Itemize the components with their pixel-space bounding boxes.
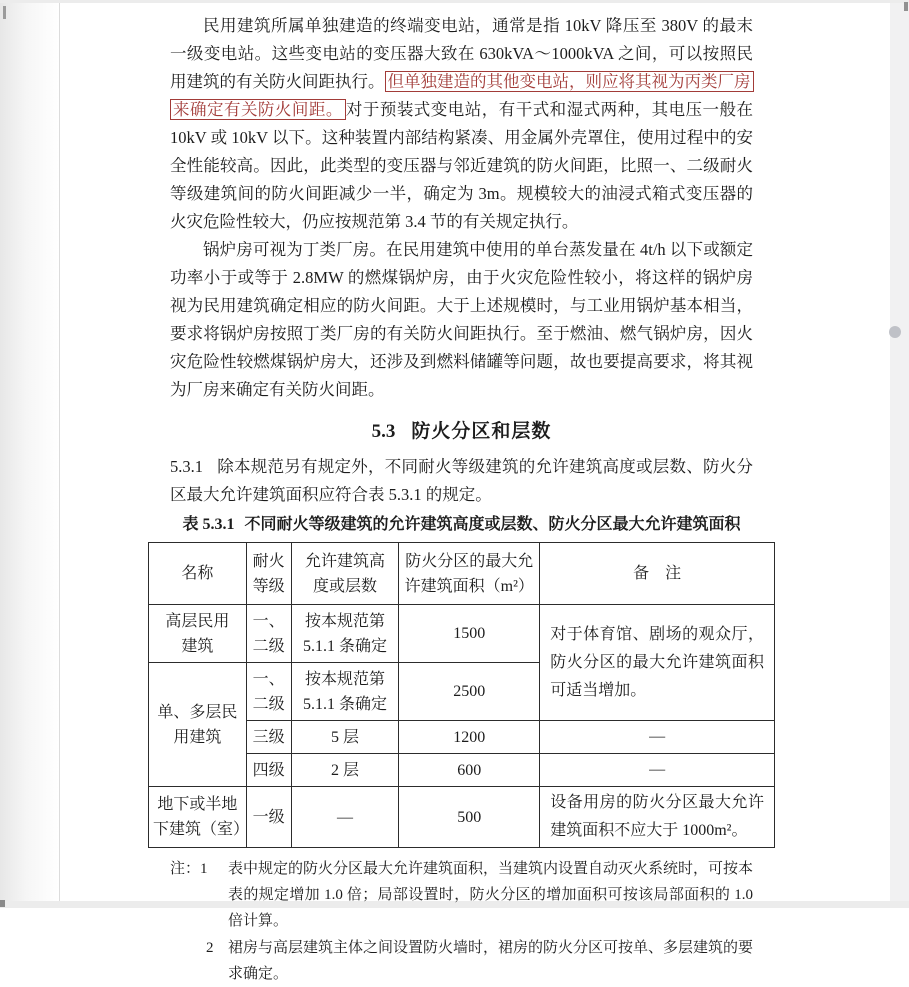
cell-grade: 一级	[246, 787, 291, 848]
clause-text: 除本规范另有规定外，不同耐火等级建筑的允许建筑高度或层数、防火分区最大允许建筑面积应符合表 5.3.1 的规定。	[170, 457, 753, 504]
cell-grade: 一、 二级	[246, 605, 291, 663]
edge-artifact-top-right	[904, 2, 908, 11]
table-row	[149, 787, 775, 848]
edge-artifact-bottom-left	[0, 900, 5, 907]
scroll-indicator-dot[interactable]	[889, 326, 901, 338]
cell-remark-dash: —	[540, 721, 775, 754]
note-2-text: 裙房与高层建筑主体之间设置防火墙时，裙房的防火分区可按单、多层建筑的要求确定。	[228, 940, 754, 982]
cell-remark-dash: —	[540, 754, 775, 787]
note-1-label: 注：1	[170, 861, 208, 877]
cell-area: 1500	[399, 605, 540, 663]
cell-grade: 三级	[246, 721, 291, 754]
table-caption-label: 表 5.3.1	[182, 516, 235, 533]
cell-area: 600	[399, 754, 540, 787]
cell-grade: 四级	[246, 754, 291, 787]
clause-number: 5.3.1	[170, 457, 203, 476]
table-row	[149, 605, 775, 663]
section-heading	[148, 416, 775, 443]
note-1-text: 表中规定的防火分区最大允许建筑面积，当建筑内设置自动灭火系统时，可按本表的规定增加 1.0 倍；局部设置时，防火分区的增加面积可按该局部面积的 1.0 倍计算。	[228, 861, 754, 929]
col-header-remarks: 备 注	[540, 543, 775, 605]
edge-artifact-top-left	[3, 6, 6, 19]
page-edge-line	[59, 0, 60, 908]
cell-area: 1200	[399, 721, 540, 754]
table-notes	[170, 856, 753, 987]
col-header-fire-resistance-grade: 耐火 等级	[246, 543, 291, 605]
table-caption-title: 不同耐火等级建筑的允许建筑高度或层数、防火分区最大允许建筑面积	[244, 516, 741, 533]
cell-height: 5 层	[291, 721, 399, 754]
paragraph-boiler-rooms: 锅炉房可视为丁类厂房。在民用建筑中使用的单台蒸发量在 4t/h 以下或额定功率小于或等于 2.8MW 的燃煤锅炉房，由于火灾危险性较小，将这样的锅炉房视为民用建筑确定相应的防火间距。大于上述规模时，与工业用锅炉基本相当，要求将锅炉房按照丁类厂房的有关防火间距执行。至于燃油、燃气锅炉房，因火灾危险性较燃煤锅炉房大，还涉及到燃料储罐等问题，故也要提高要求，将其视为厂房来确定有关防火间距。	[170, 240, 753, 399]
cell-area: 500	[399, 787, 540, 848]
cell-remark-merged: 对于体育馆、剧场的观众厅，防火分区的最大允许建筑面积可适当增加。	[540, 605, 775, 721]
document-content	[148, 12, 775, 987]
table-5-3-1	[148, 542, 775, 848]
table-caption	[148, 513, 775, 537]
red-annotation-highlight: 但单独建造的其他变电站，则应将其视为丙类厂房来确定有关防火间距。	[170, 71, 754, 120]
cell-height: 按本规范第 5.1.1 条确定	[291, 605, 399, 663]
table-note-1	[170, 856, 753, 934]
page-gutter-left	[0, 0, 59, 908]
cell-area: 2500	[399, 663, 540, 721]
cell-height: 2 层	[291, 754, 399, 787]
page-top-edge	[0, 0, 909, 3]
col-header-allowed-height: 允许建筑高 度或层数	[291, 543, 399, 605]
cell-grade: 一、 二级	[246, 663, 291, 721]
section-title: 防火分区和层数	[411, 421, 552, 442]
cell-name-multistorey: 单、多层民 用建筑	[149, 663, 247, 787]
page-gutter-right	[890, 0, 909, 908]
paragraph-text-after-highlight: 对于预装式变电站，有干式和湿式两种，其电压一般在 10kV 或 10kV 以下。这种装置内部结构紧凑、用金属外壳罩住，使用过程中的安全性能较高。因此，此类型的变压器与邻近建筑的防火间距，比照一、二级耐火等级建筑间的防火间距减少一半，确定为 3m。规模较大的油浸式箱式变压器的火灾危险性较大，仍应按规范第 3.4 节的有关规定执行。	[170, 100, 754, 231]
section-number: 5.3	[371, 421, 396, 442]
col-header-name: 名称	[149, 543, 247, 605]
table-header-row	[149, 543, 775, 605]
cell-height: —	[291, 787, 399, 848]
col-header-max-compartment-area: 防火分区的最大允 许建筑面积（m²）	[399, 543, 540, 605]
cell-name-underground: 地下或半地 下建筑（室）	[149, 787, 247, 848]
paragraph-transformer-stations	[170, 12, 753, 236]
table-note-2	[170, 935, 753, 987]
cell-name-highrise: 高层民用 建筑	[149, 605, 247, 663]
cell-remark-equipment-rooms: 设备用房的防火分区最大允许建筑面积不应大于 1000m²。	[540, 787, 775, 848]
paragraph-text-before-highlight: 民用建筑所属单独建造的终端变电站，通常是指 10kV 降压至 380V 的最末一级变电站。这些变电站的变压器大致在 630kVA～1000kVA 之间，可以按照民用建筑的有关防火间距执行。	[170, 16, 753, 91]
cell-height: 按本规范第 5.1.1 条确定	[291, 663, 399, 721]
note-2-label: 2	[206, 940, 214, 956]
clause-5-3-1	[170, 453, 753, 509]
